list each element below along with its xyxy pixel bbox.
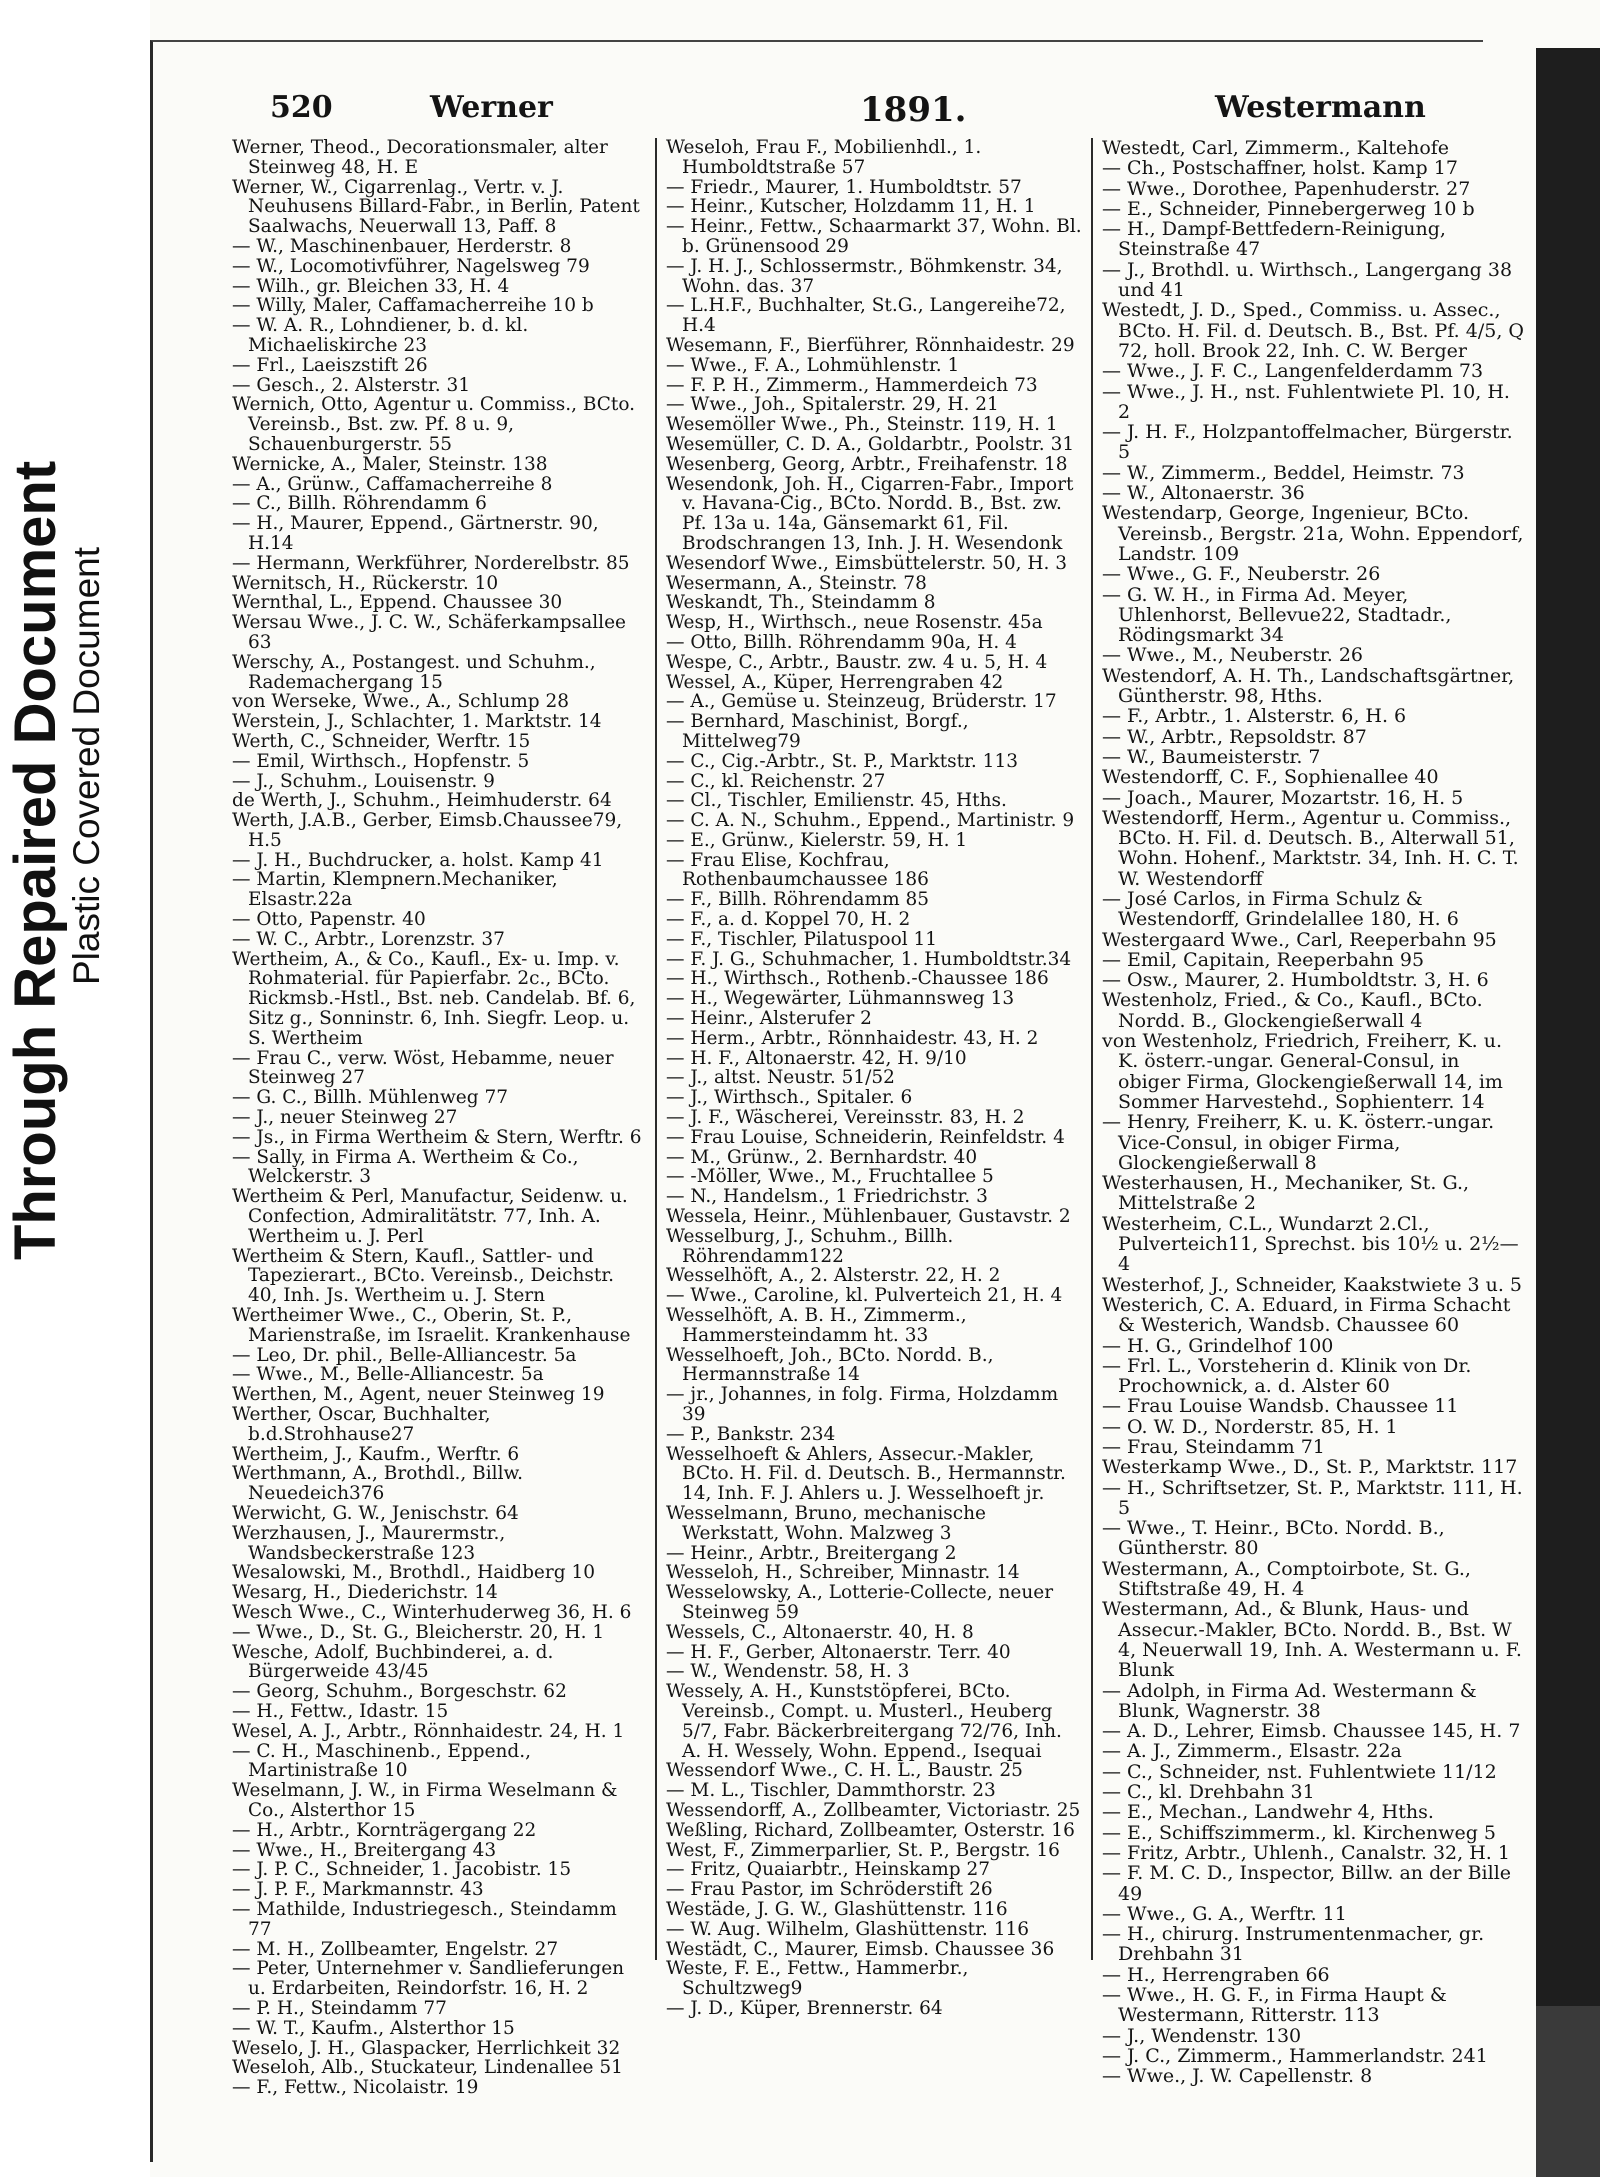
directory-entry: — J. P. F., Markmannstr. 43	[232, 1879, 484, 1901]
directory-entry: Wesselhöft, A., 2. Alsterstr. 22, H. 2	[666, 1265, 1001, 1287]
directory-entry: Westergaard Wwe., Carl, Reeperbahn 95	[1102, 928, 1497, 951]
directory-entry: — José Carlos, in Firma Schulz & Westendorff, Grindelallee 180, H. 6	[1102, 887, 1459, 931]
directory-entry: — W. A. R., Lohndiener, b. d. kl. Michaeliskirche 23	[232, 315, 529, 356]
directory-entry: — W., Baumeisterstr. 7	[1102, 745, 1321, 768]
directory-entry: — W., Locomotivführer, Nagelsweg 79	[232, 255, 590, 277]
directory-entry: — H. F., Altonaerstr. 42, H. 9/10	[666, 1047, 967, 1069]
directory-entry: — Wwe., H., Breitergang 43	[232, 1839, 497, 1861]
directory-entry: — F., Fettw., Nicolaistr. 19	[232, 2077, 479, 2099]
stamp-margin	[0, 0, 150, 2177]
directory-entry: — F., Billh. Röhrendamm 85	[666, 889, 930, 911]
directory-entry: — H., Arbtr., Kornträgergang 22	[232, 1819, 537, 1841]
directory-entry: Westädt, C., Maurer, Eimsb. Chaussee 36	[666, 1938, 1055, 1960]
directory-entry: — Otto, Papenstr. 40	[232, 909, 426, 931]
directory-entry: — M. L., Tischler, Dammthorstr. 23	[666, 1780, 996, 1802]
directory-entry: — O. W. D., Norderstr. 85, H. 1	[1102, 1415, 1398, 1438]
directory-entry: — W. C., Arbtr., Lorenzstr. 37	[232, 928, 505, 950]
directory-entry: Werschy, A., Postangest. und Schuhm., Rademachergang 15	[232, 651, 596, 693]
directory-entry: — Js., in Firma Wertheim & Stern, Werftr. 6	[232, 1126, 642, 1148]
column-divider	[1091, 138, 1093, 1960]
directory-entry: — F., a. d. Koppel 70, H. 2	[666, 909, 911, 931]
directory-entry: — J. H., Buchdrucker, a. holst. Kamp 41	[232, 849, 604, 871]
directory-entry: Wesselhöft, A. B. H., Zimmerm., Hammersteindamm ht. 33	[666, 1305, 967, 1346]
directory-entry: — A., Grünw., Caffamacherreihe 8	[232, 473, 553, 495]
directory-entry: — Wwe., F. A., Lohmühlenstr. 1	[666, 354, 960, 376]
directory-entry: — jr., Johannes, in folg. Firma, Holzdamm 39	[666, 1384, 1059, 1425]
directory-entry: — W., Altonaerstr. 36	[1102, 482, 1305, 505]
directory-entry: Wesenberg, Georg, Arbtr., Freihafenstr. 18	[666, 453, 1068, 475]
directory-entry: — H., Schriftsetzer, St. P., Marktstr. 111, H. 5	[1102, 1476, 1523, 1519]
directory-entry: — Osw., Maurer, 2. Humboldtstr. 3, H. 6	[1102, 969, 1489, 992]
directory-entry: Westermann, A., Comptoirbote, St. G., Stiftstraße 49, H. 4	[1102, 1557, 1471, 1601]
directory-entry: — Wwe., Caroline, kl. Pulverteich 21, H. 4	[666, 1285, 1063, 1307]
directory-entry: Werner, Theod., Decorationsmaler, alter Steinweg 48, H. E	[232, 137, 608, 178]
directory-entry: Wessendorff, A., Zollbeamter, Victoriastr. 25	[666, 1799, 1081, 1821]
directory-entry: — J. D., Küper, Brennerstr. 64	[666, 1997, 943, 2019]
directory-entry: Werth, J.A.B., Gerber, Eimsb.Chaussee79, H.5	[232, 810, 623, 851]
directory-entry: Wertheim & Perl, Manufactur, Seidenw. u. Confection, Admiralitätstr. 77, Inh. A. Wertheim u. J. Perl	[232, 1186, 628, 1247]
directory-entry: Weseloh, Frau F., Mobilienhdl., 1. Humboldtstraße 57	[666, 137, 982, 178]
directory-entry: — H. G., Grindelhof 100	[1102, 1334, 1334, 1357]
directory-entry: — Georg, Schuhm., Borgeschstr. 62	[232, 1681, 567, 1703]
directory-entry: Werth, C., Schneider, Werftr. 15	[232, 730, 531, 752]
directory-entry: — J., neuer Steinweg 27	[232, 1107, 458, 1129]
directory-entry: — Friedr., Maurer, 1. Humboldtstr. 57	[666, 176, 1022, 198]
directory-entry: Werner, W., Cigarrenlag., Vertr. v. J. Neuhusens Billard-Fabr., in Berlin, Patent Saalwachs, Neuerwall 13, Paff. 8	[232, 176, 640, 238]
directory-entry: — P. H., Steindamm 77	[232, 1997, 447, 2019]
directory-entry: Westenholz, Fried., & Co., Kaufl., BCto. Nordd. B., Glockengießerwall 4	[1102, 989, 1483, 1032]
directory-entry: — J. C., Zimmerm., Hammerlandstr. 241	[1102, 2044, 1488, 2067]
directory-entry: — Hermann, Werkführer, Norderelbstr. 85	[232, 552, 630, 574]
directory-entry: — H., Fettw., Idastr. 15	[232, 1700, 449, 1722]
directory-entry: — C. H., Maschinenb., Eppend., Martinistraße 10	[232, 1740, 531, 1782]
directory-entry: Weselmann, J. W., in Firma Weselmann & Co., Alsterthor 15	[232, 1780, 618, 1821]
directory-entry: Wertheim & Stern, Kaufl., Sattler- und Tapezierart., BCto. Vereinsb., Deichstr. 40, Inh. Js. Wertheim u. J. Stern	[232, 1245, 615, 1307]
directory-entry: — Wwe., J. W. Capellenstr. 8	[1102, 2065, 1373, 2088]
directory-entry: — E., Mechan., Landwehr 4, Hths.	[1102, 1801, 1434, 1824]
directory-entry: — A., Gemüse u. Steinzeug, Brüderstr. 17	[666, 691, 1057, 713]
directory-entry: — M., Grünw., 2. Bernhardstr. 40	[666, 1146, 978, 1168]
directory-entry: — Bernhard, Maschinist, Borgf., Mittelweg79	[666, 711, 969, 752]
directory-entry: — H., Wegewärter, Lühmannsweg 13	[666, 988, 1015, 1010]
directory-entry: — -Möller, Wwe., M., Fruchtallee 5	[666, 1166, 994, 1188]
directory-entry: Westerhof, J., Schneider, Kaakstwiete 3 u. 5	[1102, 1273, 1523, 1296]
directory-entry: Wesche, Adolf, Buchbinderei, a. d. Bürgerweide 43/45	[232, 1641, 554, 1683]
directory-entry: Werstein, J., Schlachter, 1. Marktstr. 14	[232, 711, 602, 733]
stamp-repaired-document: Through Repaired Document	[3, 460, 68, 1260]
directory-entry: — Herm., Arbtr., Rönnhaidestr. 43, H. 2	[666, 1027, 1039, 1049]
directory-entry: de Werth, J., Schuhm., Heimhuderstr. 64	[232, 790, 612, 812]
directory-entry: — C., kl. Drehbahn 31	[1102, 1781, 1315, 1804]
directory-entry: — M. H., Zollbeamter, Engelstr. 27	[232, 1938, 559, 1960]
directory-entry: — Wwe., Joh., Spitalerstr. 29, H. 21	[666, 394, 999, 416]
directory-entry: — G. W. H., in Firma Ad. Meyer, Uhlenhorst, Bellevue22, Stadtadr., Rödingsmarkt 34	[1102, 583, 1452, 647]
directory-entry: Wesemann, F., Bierführer, Rönnhaidestr. 29	[666, 334, 1075, 356]
directory-entry: — J., Wendenstr. 130	[1102, 2024, 1302, 2047]
directory-entry: — F., Tischler, Pilatuspool 11	[666, 928, 938, 950]
directory-entry: Wesselowsky, A., Lotterie-Collecte, neuer Steinweg 59	[666, 1582, 1054, 1623]
directory-entry: — Wilh., gr. Bleichen 33, H. 4	[232, 275, 510, 297]
directory-entry: — G. C., Billh. Mühlenweg 77	[232, 1087, 509, 1109]
directory-column-middle	[666, 138, 1082, 2019]
directory-entry: Westerhausen, H., Mechaniker, St. G., Mittelstraße 2	[1102, 1172, 1470, 1215]
directory-entry: Wessely, A. H., Kunststöpferei, BCto. Vereinsb., Compt. u. Musterl., Heuberg 5/7, Fabr. Bäckerbreitergang 72/76, Inh. A. H. Wessely, Wohn. Eppend., Isequai	[666, 1681, 1062, 1762]
directory-entry: Wessela, Heinr., Mühlenbauer, Gustavstr. 2	[666, 1206, 1071, 1228]
directory-entry: — C., Schneider, nst. Fuhlentwiete 11/12	[1102, 1760, 1497, 1783]
directory-entry: Werther, Oscar, Buchhalter, b.d.Strohhause27	[232, 1404, 491, 1445]
directory-entry: — Wwe., M., Belle-Alliancestr. 5a	[232, 1364, 544, 1386]
directory-entry: Westermann, Ad., & Blunk, Haus- und Assecur.-Makler, BCto. Nordd. B., Bst. W 4, Neuerwall 19, Inh. A. Westermann u. F. Blunk	[1102, 1598, 1522, 1682]
directory-entry: — Cl., Tischler, Emilienstr. 45, Hths.	[666, 790, 1007, 812]
page-number: 520	[270, 90, 333, 125]
directory-entry: Wesalowski, M., Brothdl., Haidberg 10	[232, 1562, 595, 1584]
directory-entry: Westedt, Carl, Zimmerm., Kaltehofe	[1102, 137, 1450, 159]
directory-entry: — F., Arbtr., 1. Alsterstr. 6, H. 6	[1102, 705, 1407, 728]
directory-entry: — C., kl. Reichenstr. 27	[666, 770, 886, 792]
directory-entry: — Frau Pastor, im Schröderstift 26	[666, 1879, 993, 1901]
directory-entry: von Werseke, Wwe., A., Schlump 28	[232, 691, 570, 713]
directory-entry: — Frau Elise, Kochfrau, Rothenbaumchaussee 186	[666, 849, 929, 891]
directory-entry: — W. Aug. Wilhelm, Glashüttenstr. 116	[666, 1918, 1029, 1940]
directory-entry: — H. F., Gerber, Altonaerstr. Terr. 40	[666, 1641, 1011, 1663]
directory-entry: Wessendorf Wwe., C. H. L., Baustr. 25	[666, 1760, 1023, 1782]
directory-entry: von Westenholz, Friedrich, Freiherr, K. u. K. österr.-ungar. General-Consul, in obiger Firma, Glockengießerwall 14, im Sommer Harvestehd., Sophienterr. 14	[1102, 1030, 1503, 1113]
directory-entry: Westendorff, C. F., Sophienallee 40	[1102, 766, 1439, 789]
directory-entry: — H., Maurer, Eppend., Gärtnerstr. 90, H.14	[232, 513, 599, 554]
directory-entry: — Frau Louise, Schneiderin, Reinfeldstr. 4	[666, 1126, 1065, 1148]
directory-entry: Wesp, H., Wirthsch., neue Rosenstr. 45a	[666, 612, 1043, 634]
directory-entry: — H., Dampf-Bettfedern-Reinigung, Steinstraße 47	[1102, 218, 1446, 261]
directory-entry: Werthen, M., Agent, neuer Steinweg 19	[232, 1384, 605, 1406]
directory-entry: Wesendorf Wwe., Eimsbüttelerstr. 50, H. 3	[666, 552, 1068, 574]
directory-entry: — Heinr., Fettw., Schaarmarkt 37, Wohn. Bl. b. Grünensood 29	[666, 216, 1082, 257]
directory-entry: — W., Wendenstr. 58, H. 3	[666, 1661, 910, 1683]
directory-entry: — J., Schuhm., Louisenstr. 9	[232, 770, 495, 792]
header-left-keyword: Werner	[430, 90, 553, 125]
directory-entry: — J. H. J., Schlossermstr., Böhmkenstr. 34, Wohn. das. 37	[666, 255, 1063, 297]
directory-entry: Wespe, C., Arbtr., Baustr. zw. 4 u. 5, H. 4	[666, 651, 1048, 673]
directory-entry: — C., Cig.-Arbtr., St. P., Marktstr. 113	[666, 750, 1018, 772]
directory-entry: — Wwe., T. Heinr., BCto. Nordd. B., Güntherstr. 80	[1102, 1517, 1445, 1560]
directory-entry: — J. H. F., Holzpantoffelmacher, Bürgerstr. 5	[1102, 421, 1513, 464]
directory-entry: — A. J., Zimmerm., Elsastr. 22a	[1102, 1740, 1402, 1763]
directory-entry: — Wwe., Dorothee, Papenhuderstr. 27	[1102, 177, 1471, 200]
directory-column-left	[232, 138, 642, 2098]
directory-entry: Westendorf, A. H. Th., Landschaftsgärtner, Güntherstr. 98, Hths.	[1102, 664, 1515, 708]
directory-entry: — F. M. C. D., Inspector, Billw. an der Bille 49	[1102, 1862, 1512, 1905]
directory-entry: Wernich, Otto, Agentur u. Commiss., BCto. Vereinsb., Bst. zw. Pf. 8 u. 9, Schauenburgerstr. 55	[232, 394, 636, 455]
directory-entry: Weßling, Richard, Zollbeamter, Osterstr. 16	[666, 1819, 1075, 1841]
directory-entry: Wesarg, H., Diederichstr. 14	[232, 1582, 498, 1604]
directory-entry: Weselo, J. H., Glaspacker, Herrlichkeit 32	[232, 2037, 621, 2059]
directory-entry: Wesselburg, J., Schuhm., Billh. Röhrendamm122	[666, 1225, 954, 1267]
directory-entry: Westerheim, C.L., Wundarzt 2.Cl., Pulverteich11, Sprechst. bis 10½ u. 2½—4	[1102, 1212, 1519, 1276]
directory-entry: Wertheim, J., Kaufm., Werftr. 6	[232, 1443, 520, 1465]
directory-entry: — C., Billh. Röhrendamm 6	[232, 493, 487, 515]
directory-entry: — J., Brothdl. u. Wirthsch., Langergang 38 und 41	[1102, 258, 1513, 302]
directory-entry: Wessel, A., Küper, Herrengraben 42	[666, 671, 1004, 693]
directory-entry: — Joach., Maurer, Mozartstr. 16, H. 5	[1102, 786, 1464, 809]
directory-entry: — F. J. G., Schuhmacher, 1. Humboldtstr.34	[666, 948, 1072, 970]
directory-entry: — F. P. H., Zimmerm., Hammerdeich 73	[666, 374, 1038, 396]
directory-entry: Wesermann, A., Steinstr. 78	[666, 572, 927, 594]
directory-entry: — Frau, Steindamm 71	[1102, 1436, 1325, 1458]
page-header	[270, 90, 1530, 140]
directory-entry: — E., Grünw., Kielerstr. 59, H. 1	[666, 829, 968, 851]
directory-entry: Wertheimer Wwe., C., Oberin, St. P., Marienstraße, im Israelit. Krankenhause	[232, 1305, 631, 1346]
directory-entry: — Frau Louise Wandsb. Chaussee 11	[1102, 1395, 1459, 1418]
directory-entry: Weseloh, Alb., Stuckateur, Lindenallee 51	[232, 2057, 623, 2079]
directory-entry: — J., altst. Neustr. 51/52	[666, 1067, 895, 1089]
directory-entry: — Wwe., G. F., Neuberstr. 26	[1102, 563, 1381, 586]
directory-entry: Weste, F. E., Fettw., Hammerbr., Schultzweg9	[666, 1958, 969, 2000]
directory-entry: West, F., Zimmerparlier, St. P., Bergstr. 16	[666, 1839, 1060, 1861]
directory-entry: Wesel, A. J., Arbtr., Rönnhaidestr. 24, H. 1	[232, 1720, 625, 1742]
scan-edge-dark-lower	[1536, 2006, 1600, 2177]
directory-entry: — Frl., Laeiszstift 26	[232, 354, 428, 376]
directory-entry: — Wwe., H. G. F., in Firma Haupt & Westermann, Ritterstr. 113	[1102, 1984, 1447, 2027]
directory-entry: — J. F., Wäscherei, Vereinsstr. 83, H. 2	[666, 1107, 1025, 1129]
header-year: 1891.	[860, 90, 967, 130]
directory-entry: — Heinr., Alsterufer 2	[666, 1008, 872, 1030]
stamp-plastic-covered: Plastic Covered Document	[66, 546, 107, 985]
directory-entry: Wesselhoeft, Joh., BCto. Nordd. B., Hermannstraße 14	[666, 1344, 994, 1386]
directory-entry: — W. T., Kaufm., Alsterthor 15	[232, 2017, 515, 2039]
directory-entry: — H., Wirthsch., Rothenb.-Chaussee 186	[666, 968, 1049, 990]
directory-entry: — Sally, in Firma A. Wertheim & Co., Welckerstr. 3	[232, 1146, 579, 1188]
directory-entry: — N., Handelsm., 1 Friedrichstr. 3	[666, 1186, 988, 1208]
directory-entry: — E., Schiffszimmerm., kl. Kirchenweg 5	[1102, 1821, 1497, 1844]
directory-column-right	[1102, 138, 1524, 2087]
directory-entry: Westerkamp Wwe., D., St. P., Marktstr. 117	[1102, 1456, 1518, 1479]
directory-entry: — Gesch., 2. Alsterstr. 31	[232, 374, 471, 396]
directory-entry: Westendorff, Herm., Agentur u. Commiss., BCto. H. Fil. d. Deutsch. B., Alterwall 51, Wohn. Hohenf., Marktstr. 34, Inh. H. C. T. W. Westendorff	[1102, 806, 1519, 890]
directory-entry: Wernitsch, H., Rückerstr. 10	[232, 572, 499, 594]
directory-entry: Westäde, J. G. W., Glashüttenstr. 116	[666, 1898, 1008, 1920]
directory-entry: Wernicke, A., Maler, Steinstr. 138	[232, 453, 548, 475]
directory-entry: — Adolph, in Firma Ad. Westermann & Blunk, Wagnerstr. 38	[1102, 1679, 1477, 1722]
directory-entry: — C. A. N., Schuhm., Eppend., Martinistr. 9	[666, 810, 1075, 832]
directory-entry: — Martin, Klempnern.Mechaniker, Elsastr.22a	[232, 869, 558, 911]
directory-entry: — Wwe., M., Neuberstr. 26	[1102, 644, 1363, 667]
directory-entry: Wesch Wwe., C., Winterhuderweg 36, H. 6	[232, 1601, 632, 1623]
column-divider	[655, 138, 657, 1960]
directory-entry: Wesselmann, Bruno, mechanische Werkstatt, Wohn. Malzweg 3	[666, 1502, 986, 1544]
directory-entry: Westerich, C. A. Eduard, in Firma Schacht & Westerich, Wandsb. Chaussee 60	[1102, 1293, 1511, 1337]
directory-entry: — Peter, Unternehmer v. Sandlieferungen u. Erdarbeiten, Reindorfstr. 16, H. 2	[232, 1958, 625, 2000]
directory-entry: — Otto, Billh. Röhrendamm 90a, H. 4	[666, 631, 1017, 653]
directory-entry: Wesendonk, Joh. H., Cigarren-Fabr., Import v. Havana-Cig., BCto. Nordd. B., Bst. zw. Pf. 13a u. 14a, Gänsemarkt 61, Fil. Brodschrangen 13, Inh. J. H. Wesendonk	[666, 473, 1074, 554]
directory-entry: — E., Schneider, Pinnebergerweg 10 b	[1102, 197, 1475, 220]
directory-entry: — Frl. L., Vorsteherin d. Klinik von Dr. Prochownick, a. d. Alster 60	[1102, 1354, 1472, 1398]
directory-entry: — Ch., Postschaffner, holst. Kamp 17	[1102, 157, 1458, 180]
directory-entry: — Fritz, Quaiarbtr., Heinskamp 27	[666, 1859, 991, 1881]
directory-entry: — Wwe., J. H., nst. Fuhlentwiete Pl. 10, H. 2	[1102, 380, 1510, 423]
directory-entry: Wessels, C., Altonaerstr. 40, H. 8	[666, 1621, 974, 1643]
directory-entry: Westedt, J. D., Sped., Commiss. u. Assec., BCto. H. Fil. d. Deutsch. B., Bst. Pf. 4/5, Q 72, holl. Brook 22, Inh. C. W. Berger	[1102, 299, 1524, 362]
directory-entry: — Fritz, Arbtr., Uhlenh., Canalstr. 32, H. 1	[1102, 1841, 1510, 1864]
directory-entry: — W., Arbtr., Repsoldstr. 87	[1102, 725, 1367, 748]
directory-entry: — H., Herrengraben 66	[1102, 1963, 1330, 1986]
directory-entry: Wesemüller, C. D. A., Goldarbtr., Poolstr. 31	[666, 433, 1075, 455]
directory-entry: — Willy, Maler, Caffamacherreihe 10 b	[232, 295, 594, 317]
directory-entry: — L.H.F., Buchhalter, St.G., Langereihe72, H.4	[666, 295, 1066, 337]
directory-entry: — A. D., Lehrer, Eimsb. Chaussee 145, H. 7	[1102, 1720, 1521, 1743]
directory-entry: — H., chirurg. Instrumentenmacher, gr. Drehbahn 31	[1102, 1923, 1485, 1966]
directory-entry: — W., Zimmerm., Beddel, Heimstr. 73	[1102, 461, 1465, 484]
directory-entry: Wesseloh, H., Schreiber, Minnastr. 14	[666, 1562, 1020, 1584]
directory-entry: Wesemöller Wwe., Ph., Steinstr. 119, H. 1	[666, 414, 1058, 436]
directory-entry: Wertheim, A., & Co., Kaufl., Ex- u. Imp. v. Rohmaterial. für Papierfabr. 2c., BCto. Rickmsb.-Hstl., Bst. neb. Candelab. Bf. 6, Sitz g., Sonninstr. 6, Inh. Siegfr. Leop. u. S. Wertheim	[232, 948, 636, 1049]
directory-entry: — Leo, Dr. phil., Belle-Alliancestr. 5a	[232, 1344, 577, 1366]
scan-edge-dark	[1536, 48, 1600, 2006]
directory-entry: — P., Bankstr. 234	[666, 1423, 836, 1445]
directory-entry: — Henry, Freiherr, K. u. K. österr.-ungar. Vice-Consul, in obiger Firma, Glockengießerwall 8	[1102, 1111, 1495, 1174]
directory-entry: Wernthal, L., Eppend. Chaussee 30	[232, 592, 563, 614]
directory-entry: Wesselhoeft & Ahlers, Assecur.-Makler, BCto. H. Fil. d. Deutsch. B., Hermannstr. 14, Inh. F. J. Ahlers u. J. Wesselhoeft jr.	[666, 1443, 1066, 1505]
directory-entry: Werthmann, A., Brothdl., Billw. Neuedeich376	[232, 1463, 524, 1505]
directory-entry: — W., Maschinenbauer, Herderstr. 8	[232, 235, 572, 257]
directory-entry: — Mathilde, Industriegesch., Steindamm 77	[232, 1898, 617, 1940]
directory-entry: Werzhausen, J., Maurermstr., Wandsbeckerstraße 123	[232, 1522, 506, 1564]
directory-entry: — Wwe., J. F. C., Langenfelderdamm 73	[1102, 360, 1484, 383]
directory-entry: — Heinr., Kutscher, Holzdamm 11, H. 1	[666, 196, 1036, 218]
directory-entry: Werwicht, G. W., Jenischstr. 64	[232, 1502, 519, 1524]
directory-entry: — J., Wirthsch., Spitaler. 6	[666, 1087, 913, 1109]
directory-entry: — Emil, Capitain, Reeperbahn 95	[1102, 948, 1425, 971]
directory-entry: Westendarp, George, Ingenieur, BCto. Vereinsb., Bergstr. 21a, Wohn. Eppendorf, Landstr. 109	[1102, 502, 1524, 565]
directory-entry: — Heinr., Arbtr., Breitergang 2	[666, 1542, 957, 1564]
directory-entry: — J. P. C., Schneider, 1. Jacobistr. 15	[232, 1859, 572, 1881]
header-right-keyword: Westermann	[1215, 90, 1426, 125]
directory-entry: Weskandt, Th., Steindamm 8	[666, 592, 936, 614]
directory-entry: — Wwe., G. A., Werftr. 11	[1102, 1902, 1347, 1925]
directory-entry: Wersau Wwe., J. C. W., Schäferkampsallee 63	[232, 612, 626, 653]
directory-entry: — Frau C., verw. Wöst, Hebamme, neuer Steinweg 27	[232, 1047, 614, 1089]
directory-entry: — Emil, Wirthsch., Hopfenstr. 5	[232, 750, 530, 772]
directory-entry: — Wwe., D., St. G., Bleicherstr. 20, H. 1	[232, 1621, 605, 1643]
